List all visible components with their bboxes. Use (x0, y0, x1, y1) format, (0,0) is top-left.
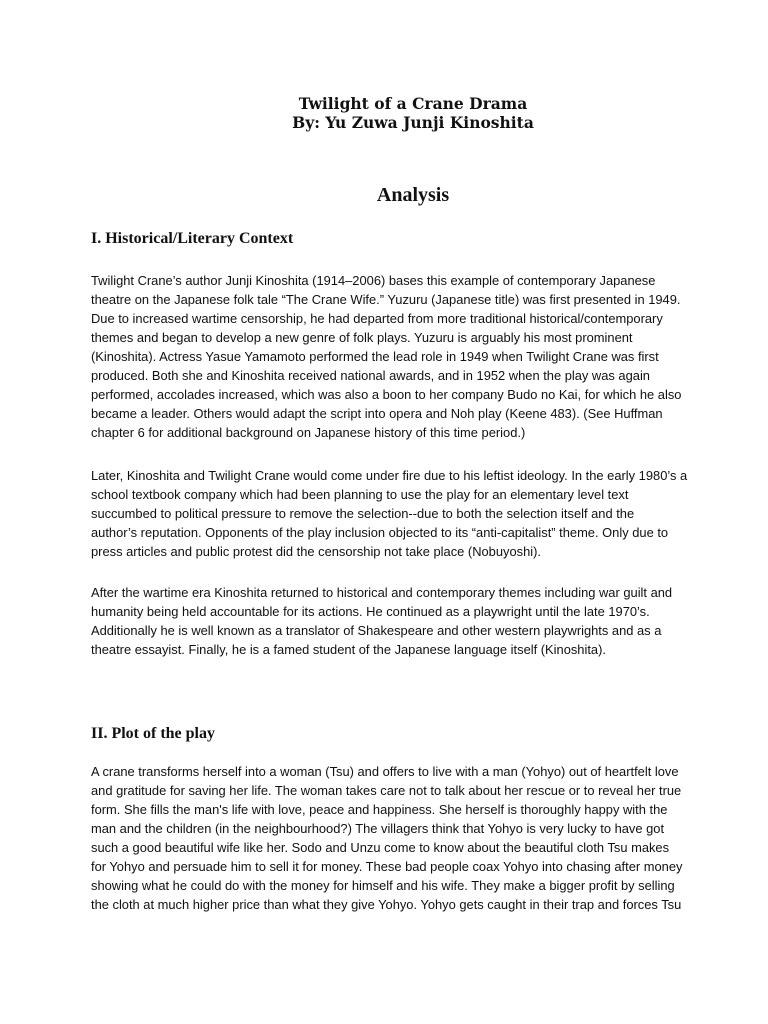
paragraph-line: produced. Both she and Kinoshita received national awards, and in 1952 when the play was again (91, 368, 650, 383)
paragraph-line: theatre essayist. Finally, he is a famed student of the Japanese language itself (Kinoshita). (91, 642, 606, 657)
paragraph-line: such a good beautiful wife like her. Sodo and Unzu come to know about the beautiful cloth Tsu makes (91, 840, 670, 855)
paragraph-line: showing what he could do with the money for himself and his wife. They make a bigger profit by selling (91, 878, 675, 893)
paragraph-line: (Kinoshita). Actress Yasue Yamamoto performed the lead role in 1949 when Twilight Crane was first (91, 349, 659, 364)
paragraph-line: Twilight Crane’s author Junji Kinoshita (1914–2006) bases this example of contemporary Japanese (91, 273, 656, 288)
section-2-paragraph-1 (91, 762, 741, 914)
analysis-heading: Analysis (376, 184, 450, 206)
paragraph-line: man and the children (in the neighbourhood?) The villagers think that Yohyo is very lucky to have got (91, 821, 665, 836)
paragraph-line: press articles and public protest did the censorship not take place (Nobuyoshi). (91, 544, 541, 559)
paragraph-line: A crane transforms herself into a woman (Tsu) and offers to live with a man (Yohyo) out of heartfelt love (91, 764, 679, 779)
paragraph-line: After the wartime era Kinoshita returned to historical and contemporary themes including war guilt and (91, 585, 673, 600)
section-2-heading: II. Plot of the play (91, 725, 215, 742)
paragraph-line: form. She fills the man's life with love, peace and happiness. She herself is thoroughly happy with the (91, 802, 668, 817)
section-1-paragraph-2 (91, 466, 741, 561)
paragraph-line: school textbook company which had been planning to use the play for an elementary level text (91, 487, 629, 502)
paragraph-line: for Yohyo and persuade him to sell it for money. These bad people coax Yohyo into chasing after money (91, 859, 683, 874)
section-1-paragraph-3 (91, 583, 741, 659)
section-1-heading: I. Historical/Literary Context (91, 230, 294, 247)
title-line-2: By: Yu Zuwa Junji Kinoshita (292, 113, 534, 132)
title-line-1: Twilight of a Crane Drama (298, 94, 528, 113)
paragraph-line: Due to increased wartime censorship, he had departed from more traditional historical/contemporary (91, 311, 663, 326)
document-title (0, 94, 768, 132)
paragraph-line: the cloth at much higher price than what they give Yohyo. Yohyo gets caught in their trap and forces Tsu (91, 897, 682, 912)
paragraph-line: succumbed to political pressure to remove the selection--due to both the selection itself and the (91, 506, 635, 521)
paragraph-line: Later, Kinoshita and Twilight Crane would come under fire due to his leftist ideology. In the early 1980’s a (91, 468, 688, 483)
paragraph-line: themes and began to develop a new genre of folk plays. Yuzuru is arguably his most prominent (91, 330, 633, 345)
section-1-paragraph-1 (91, 271, 741, 442)
paragraph-line: humanity being held accountable for its actions. He continued as a playwright until the late 1970’s. (91, 604, 650, 619)
paragraph-line: and gratitude for saving her life. The woman takes care not to talk about her rescue or to reveal her true (91, 783, 682, 798)
paragraph-line: Additionally he is well known as a translator of Shakespeare and other western playwrights and as a (91, 623, 662, 638)
paragraph-line: author’s reputation. Opponents of the play inclusion objected to its “anti-capitalist” theme. Only due to (91, 525, 669, 540)
paragraph-line: performed, accolades increased, which was also a boon to her company Budo no Kai, for which he also (91, 387, 682, 402)
paragraph-line: became a leader. Others would adapt the script into opera and Noh play (Keene 483). (See Huffman (91, 406, 663, 421)
paragraph-line: theatre on the Japanese folk tale “The Crane Wife.” Yuzuru (Japanese title) was first presented in 1949. (91, 292, 681, 307)
paragraph-line: chapter 6 for additional background on Japanese history of this time period.) (91, 425, 526, 440)
